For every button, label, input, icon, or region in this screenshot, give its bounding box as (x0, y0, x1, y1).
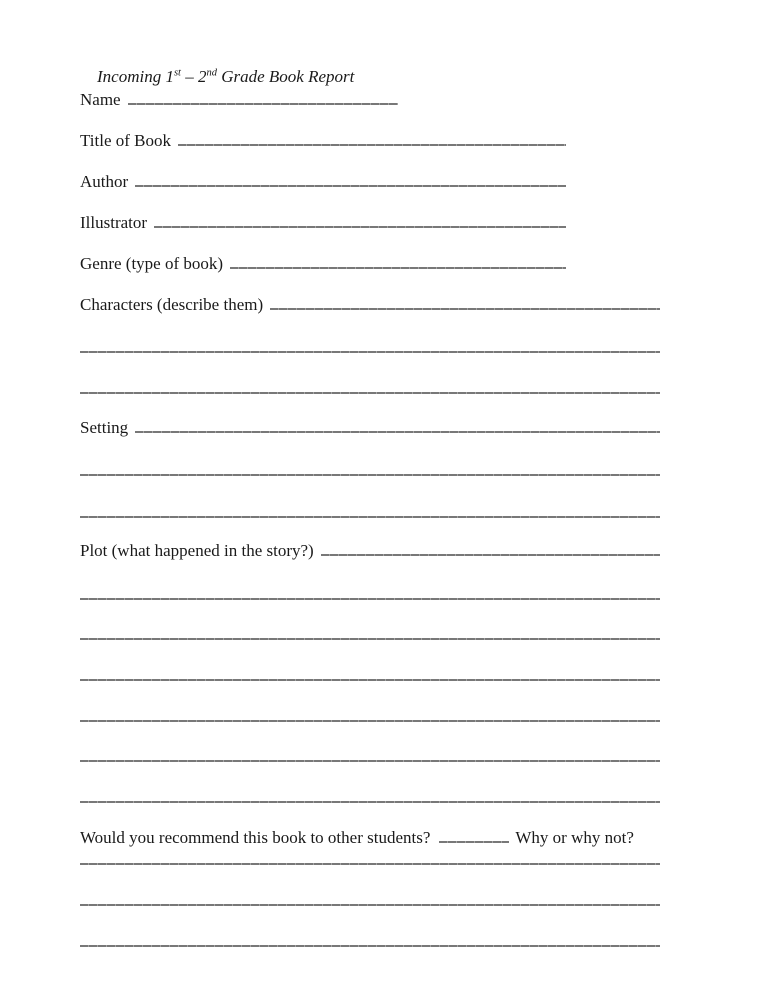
characters-label: Characters (describe them) (80, 295, 264, 314)
recommend-writing-line-2[interactable] (80, 904, 660, 906)
title-of-book-field-row (80, 131, 566, 151)
plot-writing-line-3[interactable] (80, 638, 660, 640)
author-blank-line[interactable] (135, 185, 566, 187)
plot-writing-line-2[interactable] (80, 598, 660, 600)
title-text-part: – 2 (180, 67, 207, 86)
name-field-row (80, 90, 398, 110)
setting-label: Setting (80, 418, 129, 437)
title-text-part: Incoming 1 (97, 67, 174, 86)
setting-writing-line-3[interactable] (80, 516, 660, 518)
setting-writing-line-2[interactable] (80, 474, 660, 476)
name-blank-line[interactable] (128, 103, 398, 105)
characters-field-row (80, 295, 660, 315)
characters-writing-line-2[interactable] (80, 351, 660, 353)
characters-writing-line-3[interactable] (80, 392, 660, 394)
plot-writing-line-7[interactable] (80, 801, 660, 803)
title-superscript-nd: nd (206, 67, 217, 79)
plot-label: Plot (what happened in the story?) (80, 541, 314, 560)
characters-blank-line[interactable] (270, 308, 660, 310)
title-text-part: Grade Book Report (216, 67, 355, 86)
recommend-question-label: Would you recommend this book to other students? (80, 828, 431, 847)
plot-field-row (80, 541, 660, 561)
illustrator-label: Illustrator (80, 213, 148, 232)
genre-label: Genre (type of book) (80, 254, 224, 273)
illustrator-field-row (80, 213, 566, 233)
title-superscript-st: st (173, 67, 181, 79)
setting-blank-line[interactable] (135, 431, 660, 433)
author-label: Author (80, 172, 129, 191)
title-of-book-blank-line[interactable] (178, 144, 566, 146)
name-label: Name (80, 90, 121, 109)
recommend-answer-blank[interactable] (439, 841, 509, 843)
recommend-field-row (80, 828, 634, 848)
recommend-followup-label: Why or why not? (515, 828, 634, 847)
plot-blank-line[interactable] (321, 554, 660, 556)
genre-blank-line[interactable] (230, 267, 566, 269)
setting-field-row (80, 418, 660, 438)
illustrator-blank-line[interactable] (154, 226, 566, 228)
recommend-writing-line-1[interactable] (80, 863, 660, 865)
title-of-book-label: Title of Book (80, 131, 172, 150)
plot-writing-line-4[interactable] (80, 679, 660, 681)
genre-field-row (80, 254, 566, 274)
plot-writing-line-5[interactable] (80, 720, 660, 722)
plot-writing-line-6[interactable] (80, 760, 660, 762)
recommend-writing-line-3[interactable] (80, 945, 660, 947)
author-field-row (80, 172, 566, 192)
